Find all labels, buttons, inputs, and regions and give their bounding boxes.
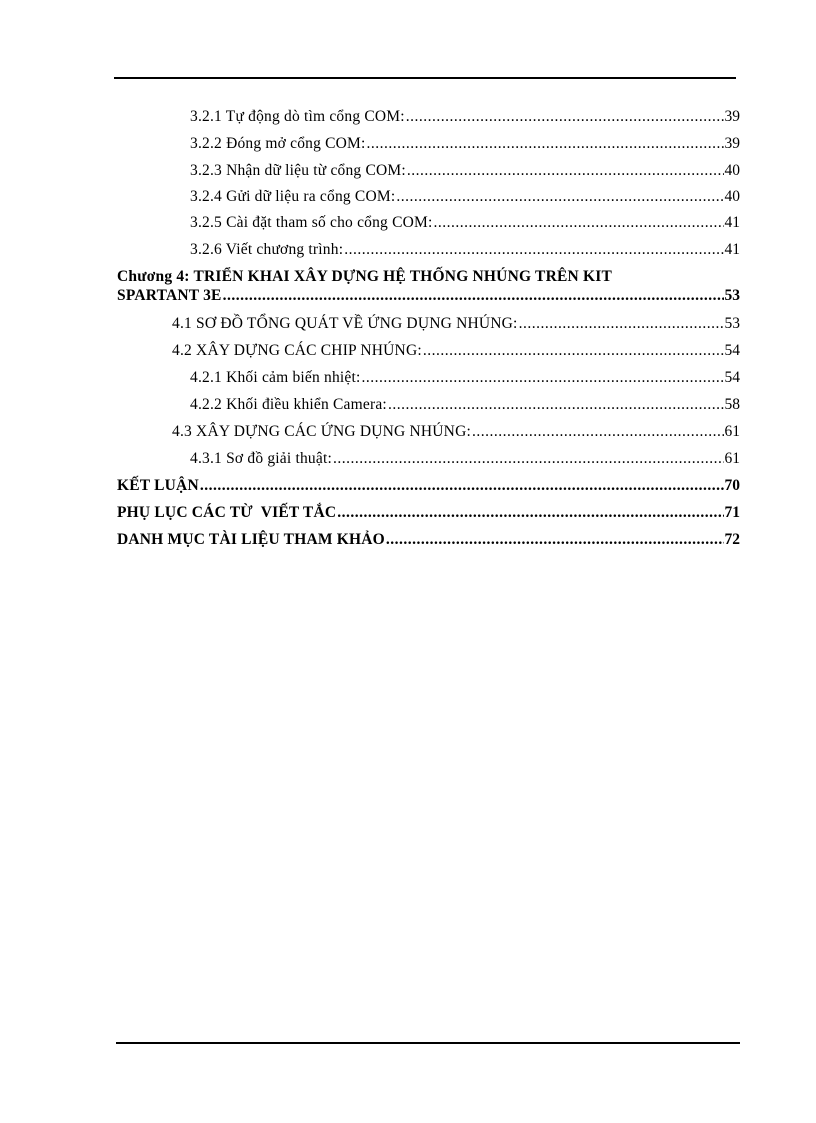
dot-leader — [200, 477, 724, 495]
toc-entry-page: 40 — [724, 188, 740, 205]
dot-leader — [406, 108, 724, 126]
toc-entry-label: DANH MỤC TÀI LIỆU THAM KHẢO — [117, 531, 385, 548]
toc-entry-page: 41 — [724, 214, 740, 231]
toc-entry-chapter-4[interactable] — [117, 287, 740, 305]
dot-leader — [388, 396, 724, 414]
toc-entry-3-2-4[interactable] — [190, 188, 740, 206]
toc-entry-page: 53 — [724, 315, 740, 332]
toc-entry-4-1[interactable] — [172, 315, 740, 333]
toc-entry-label: 4.1 SƠ ĐỒ TỔNG QUÁT VỀ ỨNG DỤNG NHÚNG: — [172, 315, 518, 332]
dot-leader — [407, 162, 724, 180]
toc-entry-page: 61 — [724, 450, 740, 467]
dot-leader — [396, 188, 723, 206]
toc-entry-4-2-2[interactable] — [190, 396, 740, 414]
toc-entry-label: 4.2 XÂY DỰNG CÁC CHIP NHÚNG: — [172, 342, 422, 359]
toc-entry-label: SPARTANT 3E — [117, 287, 222, 304]
toc-entry-3-2-1[interactable] — [190, 108, 740, 126]
toc-entry-label: 3.2.6 Viết chương trình: — [190, 241, 344, 258]
toc-entry-page: 39 — [724, 135, 740, 152]
toc-entry-label: 3.2.4 Gửi dữ liệu ra cổng COM: — [190, 188, 396, 205]
dot-leader — [519, 315, 724, 333]
dot-leader — [423, 342, 724, 360]
toc-entry-3-2-6[interactable] — [190, 241, 740, 259]
toc-entry-page: 61 — [724, 423, 740, 440]
dot-leader — [333, 450, 724, 468]
dot-leader — [362, 369, 724, 387]
toc-entry-4-3[interactable] — [172, 423, 740, 441]
toc-entry-label: 4.3 XÂY DỰNG CÁC ỨNG DỤNG NHÚNG: — [172, 423, 471, 440]
dot-leader — [434, 214, 724, 232]
toc-entry-page: 72 — [724, 531, 740, 548]
toc-entry-4-2[interactable] — [172, 342, 740, 360]
toc-entry-label: 3.2.2 Đóng mở cổng COM: — [190, 135, 366, 152]
footer-rule — [116, 1042, 740, 1044]
toc-entry-label: 4.3.1 Sơ đồ giải thuật: — [190, 450, 332, 467]
toc-entry-4-2-1[interactable] — [190, 369, 740, 387]
toc-entry-ket-luan[interactable] — [117, 477, 740, 495]
toc-entry-page: 39 — [724, 108, 740, 125]
toc-entry-page: 71 — [724, 504, 740, 521]
toc-entry-3-2-5[interactable] — [190, 214, 740, 232]
dot-leader — [337, 504, 723, 522]
toc-entry-label: 3.2.3 Nhận dữ liệu từ cổng COM: — [190, 162, 406, 179]
toc-entry-label: 3.2.1 Tự động dò tìm cổng COM: — [190, 108, 405, 125]
chapter-4-title[interactable]: Chương 4: TRIỂN KHAI XÂY DỰNG HỆ THỐNG NHÚNG TRÊN KIT — [117, 268, 612, 285]
toc-entry-label: 4.2.1 Khối cảm biến nhiệt: — [190, 369, 361, 386]
toc-entry-tai-lieu[interactable] — [117, 531, 740, 549]
toc-entry-page: 58 — [724, 396, 740, 413]
toc-entry-page: 70 — [724, 477, 740, 494]
header-rule — [114, 77, 736, 79]
toc-entry-label: 3.2.5 Cài đặt tham số cho cổng COM: — [190, 214, 433, 231]
dot-leader — [386, 531, 724, 549]
toc-entry-label: PHỤ LỤC CÁC TỪ VIẾT TẮC — [117, 504, 337, 521]
dot-leader — [472, 423, 724, 441]
toc-entry-page: 54 — [724, 369, 740, 386]
toc-entry-3-2-2[interactable] — [190, 135, 740, 153]
toc-entry-page: 40 — [724, 162, 740, 179]
toc-entry-label: 4.2.2 Khối điều khiển Camera: — [190, 396, 387, 413]
toc-entry-phu-luc[interactable] — [117, 504, 740, 522]
toc-entry-page: 54 — [724, 342, 740, 359]
toc-entry-3-2-3[interactable] — [190, 162, 740, 180]
toc-entry-page: 41 — [724, 241, 740, 258]
dot-leader — [344, 241, 723, 259]
dot-leader — [367, 135, 724, 153]
toc-entry-page: 53 — [724, 287, 740, 304]
dot-leader — [223, 287, 724, 305]
toc-entry-4-3-1[interactable] — [190, 450, 740, 468]
toc-entry-label: KẾT LUẬN — [117, 477, 199, 494]
